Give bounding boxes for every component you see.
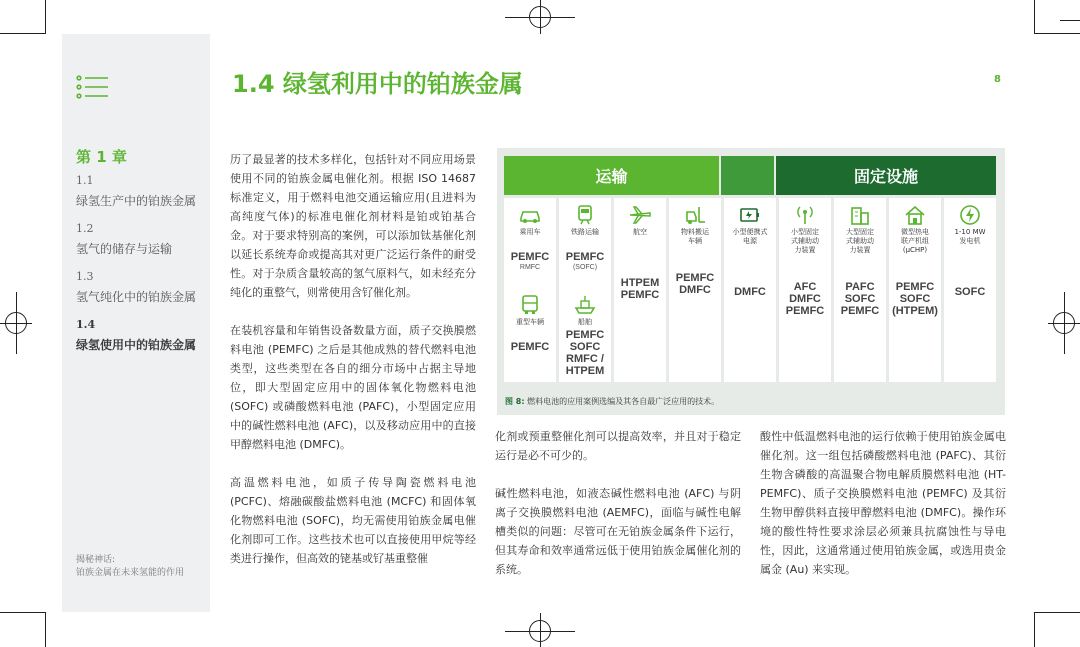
- application-cell: [889, 204, 941, 317]
- technology-list: [724, 286, 776, 298]
- application-label: 小型固定 式辅助动 力装置: [791, 228, 819, 254]
- building-icon: [848, 204, 872, 226]
- technology-name: DMFC: [789, 293, 821, 305]
- list-menu-icon[interactable]: [76, 75, 110, 99]
- sidebar-footer: [76, 554, 184, 580]
- caption-text: 燃料电池的应用案例选编及其各自最广泛应用的技术。: [527, 397, 720, 406]
- application-label: 小型便携式 电源: [732, 228, 768, 245]
- crop-mark: [1034, 612, 1080, 613]
- technology-list: [944, 286, 996, 298]
- figure-column: [834, 198, 886, 382]
- technology-name: SOFC: [844, 293, 876, 305]
- paragraph: 碱性燃料电池，如液态碱性燃料电池 (AFC) 与阴离子交换膜燃料电池 (AEMFC)，面临与碱性电解槽类似的问题：尽管可在无铂族金属条件下运行，但其寿命和效率通常远低于使用铂族金属催化剂的系统。: [495, 487, 741, 576]
- figure-column: [559, 198, 611, 382]
- crop-mark: [0, 33, 46, 34]
- caption-prefix: 图 8:: [505, 397, 525, 406]
- technology-name: AFC: [793, 281, 817, 293]
- technology-name: SOFC: [954, 286, 986, 298]
- technology-name: DMFC: [679, 284, 711, 296]
- application-label: 铁路运输: [571, 228, 599, 236]
- truck-icon: [518, 294, 542, 316]
- technology-list: [834, 281, 886, 317]
- application-cell: [504, 294, 556, 353]
- technology-name: PEMFC: [565, 251, 605, 263]
- text-column-2: [495, 427, 741, 598]
- figure-column: [779, 198, 831, 382]
- application-cell: [944, 204, 996, 298]
- fuel-cell-application-figure: [497, 148, 1005, 415]
- plane-icon: [628, 204, 652, 226]
- toc-number: 1.2: [76, 222, 94, 235]
- application-label: 物料搬运 车辆: [681, 228, 709, 245]
- application-cell: [779, 204, 831, 317]
- toc-item-1-4[interactable]: 绿氢使用中的铂族金属: [76, 338, 197, 352]
- technology-name: PEMFC: [785, 305, 825, 317]
- footer-line: 铂族金属在未来氢能的作用: [76, 568, 185, 578]
- toc-number: 1.3: [76, 270, 94, 283]
- antenna-icon: [793, 204, 817, 226]
- technology-list: [504, 251, 556, 272]
- paragraph: 高温燃料电池，如质子传导陶瓷燃料电池 (PCFC)、熔融碳酸盐燃料电池 (MCFC) 和固体氧化物燃料电池 (SOFC)，均无需使用铂族金属电催化剂即可工作。这些技术也可以直接使用甲烷等经类进行操作，但高效的铑基或钌基重整催: [230, 476, 476, 565]
- technology-name: SOFC: [569, 341, 601, 353]
- application-label: 重型车辆: [516, 318, 544, 326]
- technology-name: DMFC: [734, 286, 766, 298]
- application-cell: [559, 204, 611, 272]
- technology-minor: RMFC: [519, 264, 541, 271]
- chapter-sidebar: [62, 34, 210, 612]
- application-cell: [614, 204, 666, 301]
- technology-list: [669, 272, 721, 296]
- registration-line: [540, 613, 541, 647]
- crop-mark: [45, 612, 46, 647]
- technology-list: [779, 281, 831, 317]
- forklift-icon: [683, 204, 707, 226]
- figure-column: [669, 198, 721, 382]
- crop-mark: [1034, 33, 1080, 34]
- application-cell: [724, 204, 776, 298]
- car-icon: [518, 204, 542, 226]
- paragraph: 酸性中低温燃料电池的运行依赖于使用铂族金属电催化剂。这一组包括磷酸燃料电池 (PAFC)、其衍生物含磷酸的高温聚合物电解质膜燃料电池 (HT-PEMFC)、质子交换膜燃料电池 (PEMFC) 及其衍生物甲醇供料直接甲醇燃料电池 (DMFC)。操作环境的酸性特性要求涂层必须兼具抗腐蚀性与导电性，因此，这通常通过使用铂族金属，或选用贵金属金 (Au) 来实现。: [760, 430, 1006, 576]
- application-label: 乘用车: [519, 228, 541, 236]
- technology-name: PEMFC: [510, 341, 550, 353]
- application-cell: [559, 294, 611, 377]
- crop-mark: [1034, 0, 1035, 20]
- application-label: 1-10 MW 发电机: [954, 228, 986, 245]
- technology-list: [504, 341, 556, 353]
- figure-column: [614, 198, 666, 382]
- technology-name: HTPEM: [565, 365, 605, 377]
- technology-name: SOFC: [899, 293, 931, 305]
- application-cell: [834, 204, 886, 317]
- toc-item-1-3[interactable]: 氢气纯化中的铂族金属: [76, 290, 197, 304]
- table-of-contents: [76, 174, 204, 366]
- technology-name: PEMFC: [620, 289, 660, 301]
- paragraph: 历了最显著的技术多样化，包括针对不同应用场景使用不同的铂族金属电催化剂。根据 ISO 14687 标准定义，用于燃料电池交通运输应用(且进料为高纯度气体)的标准电催化剂材料是铂或铂基合金。对于要求特别高的案例，可以添加钛基催化剂以延长系统寿命或提高其对更广泛运行条件的耐受性。对于杂质含量较高的氢气原料气，如未经充分纯化的重整气，则常使用含钌催化剂。: [230, 153, 476, 299]
- registration-line: [540, 0, 541, 34]
- figure-column: [944, 198, 996, 382]
- train-icon: [573, 204, 597, 226]
- technology-name: PEMFC: [895, 281, 935, 293]
- technology-minor: (SOFC): [572, 264, 598, 271]
- crop-mark: [45, 0, 46, 34]
- technology-name: PAFC: [845, 281, 875, 293]
- technology-name: (HTPEM): [892, 305, 938, 317]
- footer-line: 揭秘神话:: [76, 555, 116, 565]
- text-column-3: [760, 427, 1006, 598]
- application-label: 微型热电 联产机组 (μCHP): [901, 228, 929, 254]
- portable-power-icon: [738, 204, 762, 226]
- application-label: 航空: [633, 228, 647, 236]
- technology-list: [559, 251, 611, 272]
- application-label: 船舶: [578, 318, 592, 326]
- application-cell: [669, 204, 721, 296]
- technology-name: RMFC /: [566, 353, 604, 365]
- text-column-1: [230, 150, 476, 587]
- toc-item-1-2[interactable]: 氢气的储存与运输: [76, 242, 173, 256]
- crop-mark: [1060, 20, 1080, 21]
- figure-column: [724, 198, 776, 382]
- paragraph: 在装机容量和年销售设备数量方面，质子交换膜燃料电池 (PEMFC) 之后是其他成熟的替代燃料电池类型，这些类型在各自的细分市场中占据主导地位，即大型固定应用中的固体氧化物燃料电池 (SOFC) 或磷酸燃料电池 (PAFC)，小型固定应用中的碱性燃料电池 (AFC)，以及移动应用中的直接甲醇燃料电池 (DMFC)。: [230, 324, 476, 451]
- technology-name: PEMFC: [675, 272, 715, 284]
- figure-column: [889, 198, 941, 382]
- technology-name: PEMFC: [840, 305, 880, 317]
- crop-mark: [1034, 612, 1035, 647]
- house-icon: [903, 204, 927, 226]
- transport-header: 运输: [504, 156, 719, 195]
- technology-list: [614, 277, 666, 301]
- application-cell: [504, 204, 556, 272]
- chapter-title: 第 1 章: [76, 148, 127, 166]
- ship-icon: [573, 294, 597, 316]
- registration-line: [1064, 292, 1065, 354]
- page-title: 1.4 绿氢利用中的铂族金属: [232, 70, 523, 98]
- page-number: 8: [994, 74, 1001, 85]
- toc-item-1-1[interactable]: 绿氢生产中的铂族金属: [76, 194, 197, 208]
- figure-caption: [505, 396, 719, 407]
- header-divider-block: [721, 156, 774, 195]
- toc-number: 1.1: [76, 174, 94, 187]
- technology-list: [559, 329, 611, 377]
- figure-column: [504, 198, 556, 382]
- technology-list: [889, 281, 941, 317]
- technology-name: PEMFC: [565, 329, 605, 341]
- application-label: 大型固定 式辅助动 力装置: [846, 228, 874, 254]
- registration-line: [16, 292, 17, 354]
- technology-name: PEMFC: [510, 251, 550, 263]
- technology-name: HTPEM: [620, 277, 660, 289]
- crop-mark: [0, 612, 46, 613]
- paragraph: 化剂或预重整催化剂可以提高效率，并且对于稳定运行是必不可少的。: [495, 430, 741, 462]
- fixed-facilities-header: 固定设施: [776, 156, 996, 195]
- toc-number: 1.4: [76, 318, 96, 331]
- generator-icon: [958, 204, 982, 226]
